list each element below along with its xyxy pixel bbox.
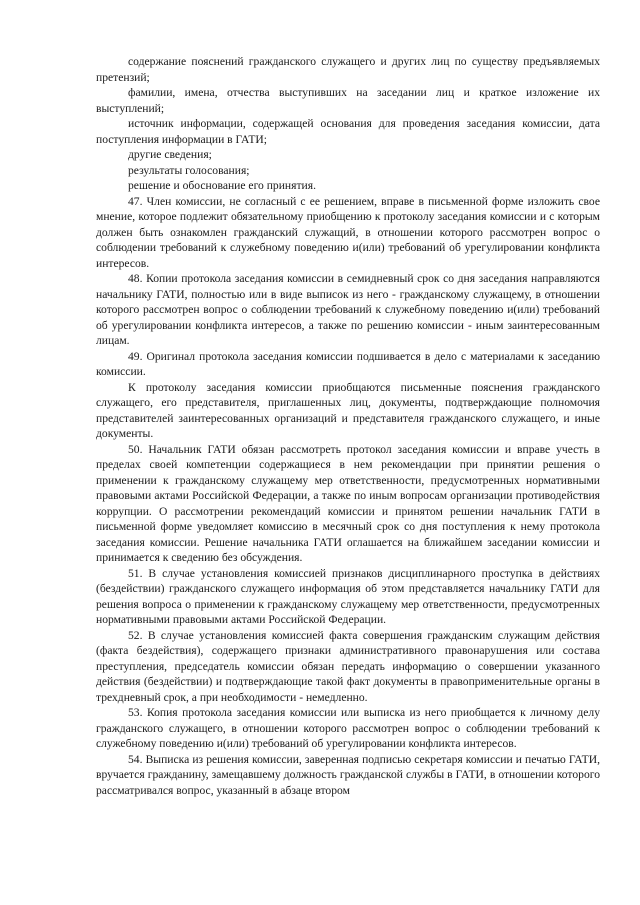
paragraph-voting: результаты голосования; — [128, 163, 250, 177]
document-body — [96, 54, 600, 798]
paragraph-explanations: содержание пояснений гражданского служащего и других лиц по существу предъявляемых претензий; — [96, 55, 600, 84]
paragraph-attachments: К протоколу заседания комиссии приобщаются письменные пояснения гражданского служащего, его представителя, приглашенных лиц, документы, подтверждающие полномочия представителей заинтересованных организаций и представителя гражданского служащего, и иные документы. — [96, 380, 600, 440]
paragraph-47: 47. Член комиссии, не согласный с ее решением, вправе в письменной форме изложить свое мнение, которое подлежит обязательному приобщению к протоколу заседания комиссии и с которым должен быть ознакомлен гражданский служащий, в отношении которого рассмотрен вопрос о соблюдении требований к служебному поведению и(или) требований об урегулировании конфликта интересов. — [96, 194, 600, 270]
paragraph-other-info: другие сведения; — [128, 148, 212, 161]
paragraph-info-source: источник информации, содержащей основания для проведения заседания комиссии, дата поступления информации в ГАТИ; — [96, 117, 600, 146]
paragraph-53: 53. Копия протокола заседания комиссии или выписка из него приобщается к личному делу гражданского служащего, в отношении которого рассмотрен вопрос о соблюдении требований к служебному поведению и(или) требований об урегулировании конфликта интересов. — [96, 706, 600, 750]
paragraph-49: 49. Оригинал протокола заседания комиссии подшивается в дело с материалами к заседанию комиссии. — [96, 349, 600, 378]
paragraph-decision: решение и обоснование его принятия. — [128, 179, 316, 192]
paragraph-51: 51. В случае установления комиссией признаков дисциплинарного проступка в действиях (бездействии) гражданского служащего информация об этом представляется начальнику ГАТИ для решения вопроса о применении к гражданскому служащему мер ответственности, предусмотренных нормативными правовыми актами Российской Федерации. — [96, 566, 600, 626]
paragraph-54: 54. Выписка из решения комиссии, заверенная подписью секретаря комиссии и печатью ГАТИ, вручается гражданину, замещавшему должность гражданской службы в ГАТИ, в отношении которого рассматривался вопрос, указанный в абзаце втором — [96, 752, 600, 797]
paragraph-52: 52. В случае установления комиссией факта совершения гражданским служащим действия (факта бездействия), содержащего признаки административного правонарушения или состава преступления, председатель комиссии обязан передать информацию о совершении указанного действия (бездействии) и подтверждающие такой факт документы в правоприменительные органы в трехдневный срок, а при необходимости - немедленно. — [96, 628, 600, 704]
paragraph-50: 50. Начальник ГАТИ обязан рассмотреть протокол заседания комиссии и вправе учесть в пределах своей компетенции содержащиеся в нем рекомендации при принятии решения о применении к гражданскому служащему мер ответственности, предусмотренных нормативными правовыми актами Российской Федерации, а также по иным вопросам организации противодействия коррупции. О рассмотрении рекомендаций комиссии и принятом решении начальник ГАТИ в письменной форме уведомляет комиссию в месячный срок со дня поступления к нему протокола заседания комиссии. Решение начальника ГАТИ оглашается на ближайшем заседании комиссии и принимается к сведению без обсуждения. — [96, 442, 600, 564]
paragraph-48: 48. Копии протокола заседания комиссии в семидневный срок со дня заседания направляются начальнику ГАТИ, полностью или в виде выписок из него - гражданскому служащему, в отношении которого рассмотрен вопрос о соблюдении требований к служебному поведению и(или) требований об урегулировании конфликта интересов, а также по решению комиссии - иным заинтересованным лицам. — [96, 272, 600, 347]
paragraph-speakers: фамилии, имена, отчества выступивших на заседании лиц и краткое изложение их выступлений; — [96, 86, 600, 115]
